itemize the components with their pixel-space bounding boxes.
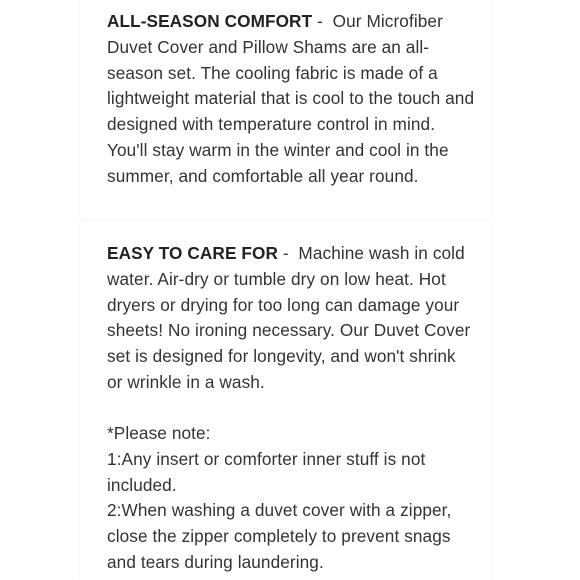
care-line: or wrinkle in a wash. [107,371,265,392]
care-line: water. Air-dry or tumble dry on low heat. Hot [107,268,446,289]
note-line: 1:Any insert or comforter inner stuff is not [107,448,426,469]
all-season-comfort-section [107,9,487,190]
note-line: included. [107,474,177,495]
comfort-heading: ALL-SEASON COMFORT [107,11,313,31]
note-line: and tears during laundering. [107,551,324,572]
easy-to-care-section [107,241,487,396]
care-heading: EASY TO CARE FOR [107,243,278,263]
care-line: dryers or drying for too long can damage your [107,294,460,315]
comfort-line: designed with temperature control in mind. [107,114,436,135]
note-line: 2:When washing a duvet cover with a zipper, [107,500,452,521]
care-line: Machine wash in cold [298,243,465,263]
comfort-line: season set. The cooling fabric is made of a [107,62,438,83]
care-line: sheets! No ironing necessary. Our Duvet Cover [107,320,471,341]
comfort-line: summer, and comfortable all year round. [107,165,419,186]
please-note-section [107,421,487,576]
care-first-line [107,241,487,267]
care-separator: - [277,243,299,263]
note-line: close the zipper completely to prevent snags [107,526,451,547]
comfort-separator: - [312,11,333,31]
comfort-line: Duvet Cover and Pillow Shams are an all- [107,36,430,57]
comfort-line: You'll stay warm in the winter and cool in the [107,139,449,160]
comfort-line: Our Microfiber [332,11,443,31]
note-heading: *Please note: [107,423,211,443]
comfort-first-line [107,9,487,35]
care-line: set is designed for longevity, and won't shrink [107,346,456,367]
comfort-line: lightweight material that is cool to the touch and [107,88,475,109]
